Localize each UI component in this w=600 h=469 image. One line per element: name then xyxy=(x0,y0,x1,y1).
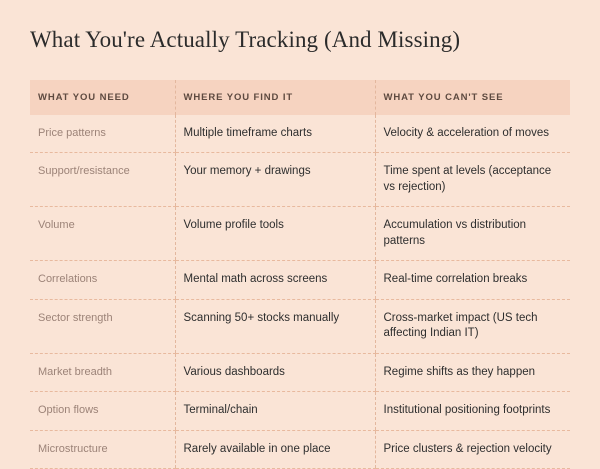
cell-where: Multiple timeframe charts xyxy=(175,115,375,153)
column-header-missing: WHAT YOU CAN'T SEE xyxy=(375,80,570,115)
cell-where: Rarely available in one place xyxy=(175,430,375,469)
table-row xyxy=(30,207,570,261)
table-row xyxy=(30,261,570,300)
cell-missing: Time spent at levels (acceptance vs rejection) xyxy=(375,153,570,207)
table-row xyxy=(30,299,570,353)
cell-missing: Accumulation vs distribution patterns xyxy=(375,207,570,261)
page-title: What You're Actually Tracking (And Missing) xyxy=(30,27,461,52)
cell-need: Correlations xyxy=(30,261,175,300)
tracking-matrix-table xyxy=(30,80,570,469)
table-body xyxy=(30,115,570,469)
cell-where: Various dashboards xyxy=(175,353,375,392)
table-row xyxy=(30,392,570,431)
cell-missing: Institutional positioning footprints xyxy=(375,392,570,431)
cell-missing: Cross-market impact (US tech affecting Indian IT) xyxy=(375,299,570,353)
cell-need: Microstructure xyxy=(30,430,175,469)
cell-missing: Regime shifts as they happen xyxy=(375,353,570,392)
cell-need: Market breadth xyxy=(30,353,175,392)
cell-missing: Real-time correlation breaks xyxy=(375,261,570,300)
cell-missing: Velocity & acceleration of moves xyxy=(375,115,570,153)
cell-need: Price patterns xyxy=(30,115,175,153)
cell-where: Scanning 50+ stocks manually xyxy=(175,299,375,353)
column-header-where: WHERE YOU FIND IT xyxy=(175,80,375,115)
column-header-need: WHAT YOU NEED xyxy=(30,80,175,115)
table-row xyxy=(30,153,570,207)
table-row xyxy=(30,353,570,392)
cell-need: Sector strength xyxy=(30,299,175,353)
cell-need: Volume xyxy=(30,207,175,261)
cell-need: Support/resistance xyxy=(30,153,175,207)
cell-where: Volume profile tools xyxy=(175,207,375,261)
table-header xyxy=(30,80,570,115)
table-header-row xyxy=(30,80,570,115)
cell-where: Mental math across screens xyxy=(175,261,375,300)
cell-where: Your memory + drawings xyxy=(175,153,375,207)
cell-where: Terminal/chain xyxy=(175,392,375,431)
cell-need: Option flows xyxy=(30,392,175,431)
cell-missing: Price clusters & rejection velocity xyxy=(375,430,570,469)
table-row xyxy=(30,115,570,153)
